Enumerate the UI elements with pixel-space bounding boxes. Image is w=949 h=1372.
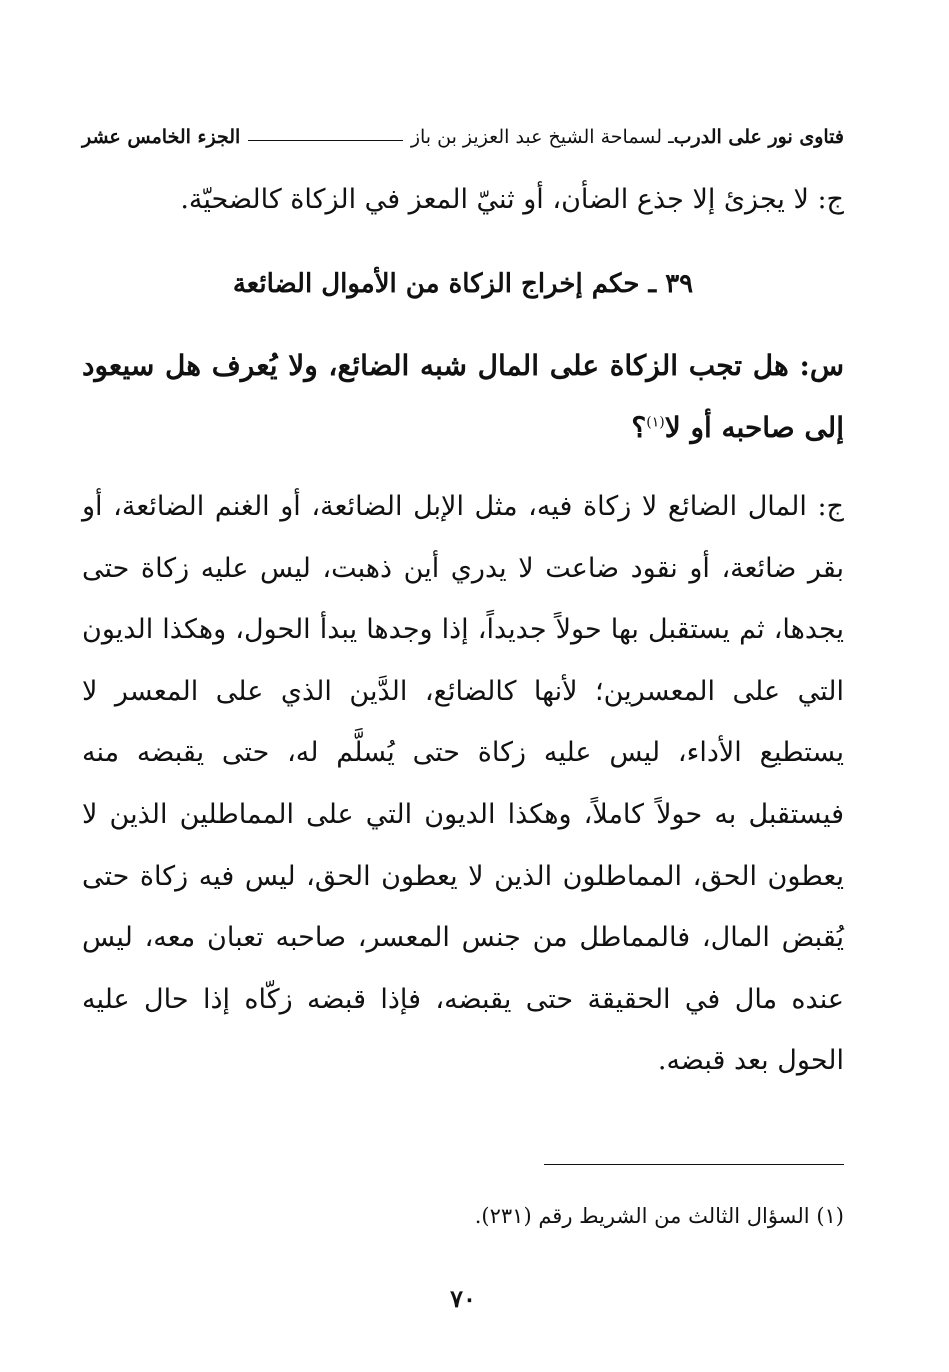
question-end-mark: ؟: [631, 411, 647, 444]
previous-answer: ج: لا يجزئ إلا جذع الضأن، أو ثنيّ المعز في الزكاة كالضحيّة.: [180, 184, 844, 215]
book-title: فتاوى نور على الدرب: [673, 126, 844, 148]
volume-label: الجزء الخامس عشر: [82, 126, 241, 148]
book-page: [82, 0, 844, 1372]
header-dash-rule: [248, 140, 403, 141]
question-text: س: هل تجب الزكاة على المال شبه الضائع، ولا يُعرف هل سيعود إلى صاحبه أو لا: [82, 349, 844, 444]
footnote-reference[interactable]: (١): [646, 414, 665, 431]
section-heading: ٣٩ ـ حكم إخراج الزكاة من الأموال الضائعة: [232, 269, 694, 299]
question-paragraph: [82, 335, 844, 459]
running-header: [82, 108, 844, 148]
footnote-divider: [544, 1164, 844, 1165]
author-line: ـ لسماحة الشيخ عبد العزيز بن باز: [410, 126, 674, 148]
page-number: ٧٠: [450, 1284, 476, 1313]
answer-paragraph: ج: المال الضائع لا زكاة فيه، مثل الإبل الضائعة، أو الغنم الضائعة، أو بقر ضائعة، أو نقود ضاعت لا يدري أين ذهبت، ليس عليه زكاة حتى يجدها، ثم يستقبل بها حولاً جديداً، إذا وجدها يبدأ الحول، وهكذا الديون التي على المعسرين؛ لأنها كالضائع، الدَّين الذي على المعسر لا يستطيع الأداء، ليس عليه زكاة حتى يُسلَّم له، حتى يقبضه منه فيستقبل به حولاً كاملاً، وهكذا الديون التي على المماطلين الذين لا يعطون الحق، المماطلون الذين لا يعطون الحق، ليس فيه زكاة حتى يُقبض المال، فالمماطل من جنس المعسر، صاحبه تعبان معه، ليس عنده مال في الحقيقة حتى يقبضه، فإذا قبضه زكّاه إذا حال عليه الحول بعد قبضه.: [82, 491, 844, 1077]
footnote: (١) السؤال الثالث من الشريط رقم (٢٣١).: [474, 1204, 844, 1228]
